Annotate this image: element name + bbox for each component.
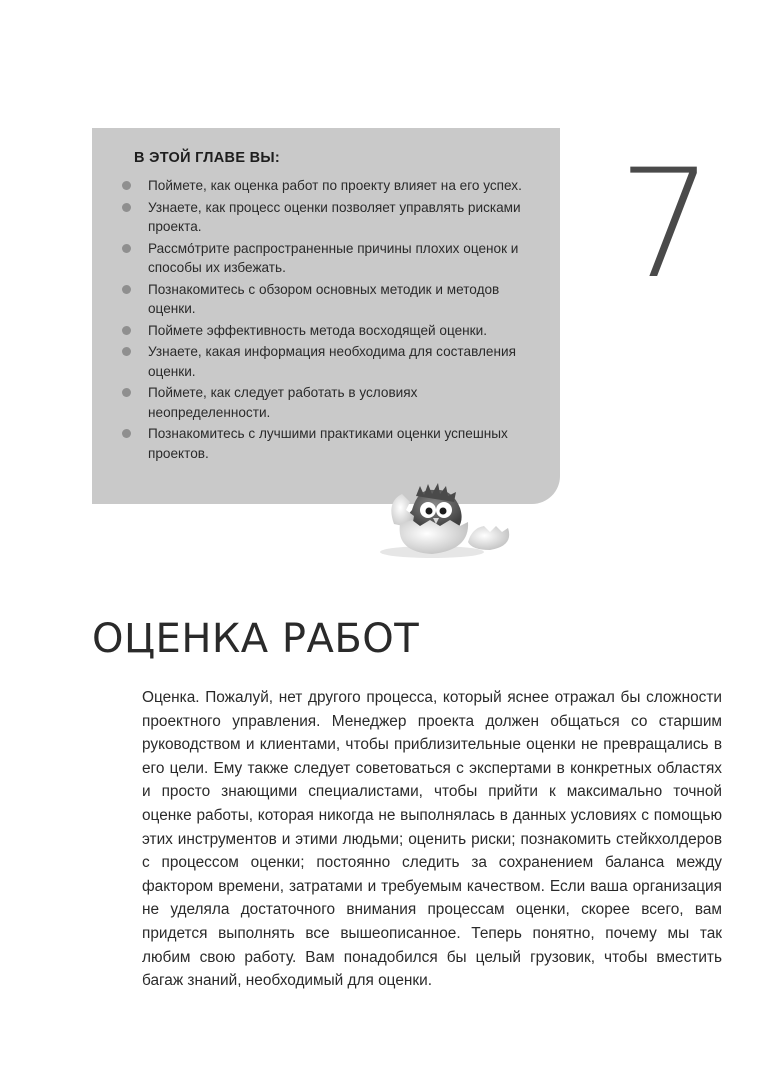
goal-text: Поймете, как оценка работ по проекту влияет на его успех. xyxy=(148,178,522,193)
intro-paragraph: Оценка. Пожалуй, нет другого процесса, который яснее отражал бы сложности проектного управления. Менеджер проекта должен общаться со старшим руководством и клиентами, чтобы приблизительные оценки не превращались в его цели. Ему также следует советоваться с экспертами в конкретных областях и просто знающими специалистами, чтобы прийти к максимально точной оценке работы, которая никогда не выполнялась в данных условиях с помощью этих инструментов и этими людьми; оценить риски; познакомить стейкхолдеров с процессом оценки; постоянно следить за сохранением баланса между фактором времени, затратами и требуемым качеством. Если ваша организация не уделяла достаточного внимания процессам оценки, скорее всего, вам придется выполнять все вышеописанное. Теперь понятно, почему мы так любим свою работу. Вам понадобился бы целый грузовик, чтобы вместить багаж знаний, необходимый для оценки. xyxy=(142,689,722,990)
goal-item xyxy=(114,239,536,278)
goal-item xyxy=(114,176,536,196)
bullet-icon xyxy=(122,244,131,253)
goals-list xyxy=(114,176,536,463)
goal-item xyxy=(114,198,536,237)
goal-item xyxy=(114,383,536,422)
bullet-icon xyxy=(122,326,131,335)
hatching-chick-icon xyxy=(372,480,522,560)
bullet-icon xyxy=(122,429,131,438)
chapter-goals-box xyxy=(92,128,560,504)
goal-text: Познакомитесь с обзором основных методик и методов оценки. xyxy=(148,281,500,316)
goal-item xyxy=(114,280,536,319)
bullet-icon xyxy=(122,388,131,397)
bullet-icon xyxy=(122,285,131,294)
bullet-icon xyxy=(122,347,131,356)
goal-text: Поймете, как следует работать в условиях неопределенности. xyxy=(148,385,418,420)
goal-item xyxy=(114,321,536,341)
goals-box-title: В ЭТОЙ ГЛАВЕ ВЫ: xyxy=(134,150,281,166)
goal-text: Узнаете, как процесс оценки позволяет управлять рисками проекта. xyxy=(148,199,521,234)
chapter-title: ОЦЕНКА РАБОТ xyxy=(92,616,420,662)
goal-text: Познакомитесь с лучшими практиками оценки успешных проектов. xyxy=(148,426,508,461)
goal-text: Поймете эффективность метода восходящей оценки. xyxy=(148,322,487,338)
goal-text: Рассмо́трите распространенные причины плохих оценок и способы их избежать. xyxy=(148,240,519,275)
chapter-number: 7 xyxy=(618,138,714,312)
goal-item xyxy=(114,424,536,463)
goal-item xyxy=(114,342,536,381)
bullet-icon xyxy=(122,181,131,190)
goal-text: Узнаете, какая информация необходима для составления оценки. xyxy=(148,344,516,379)
bullet-icon xyxy=(122,203,131,212)
